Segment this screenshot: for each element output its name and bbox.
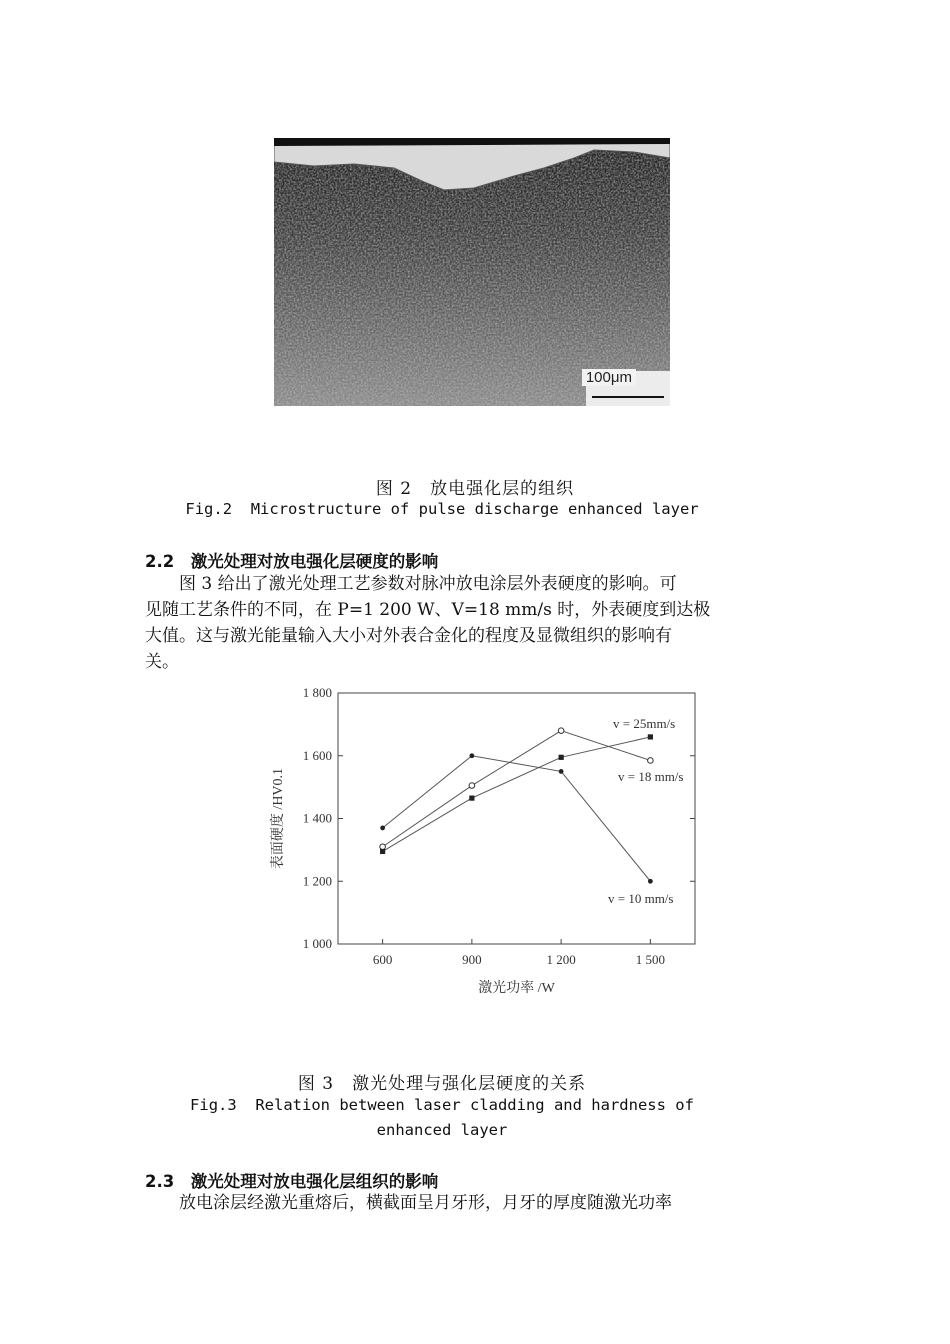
section-heading-2-3: 2.3 激光处理对放电强化层组织的影响 [145,1172,439,1191]
micrograph-image [274,138,670,406]
data-point [558,728,564,734]
scale-label: 100μm [582,369,636,386]
paragraph-line: 关。 [145,652,179,672]
section-2-2-paragraph [145,571,745,675]
paragraph-line: 大值。这与激光能量输入大小对外表合金化的程度及显微组织的影响有 [145,626,672,646]
series-label: v = 10 mm/s [608,891,674,906]
y-axis-label: 表面硬度 /HV0.1 [271,767,286,870]
scale-bar [592,396,664,398]
data-point [469,753,474,758]
y-tick-label: 1 200 [302,873,332,889]
y-tick-label: 1 800 [302,685,332,700]
figure3-caption-en-line1: Fig.3 Relation between laser cladding and hardness of [190,1096,694,1114]
figure2-caption-cn: 图 2 放电强化层的组织 [375,479,575,499]
section-2-3-paragraph: 放电涂层经激光重熔后，横截面呈月牙形，月牙的厚度随激光功率 [179,1193,672,1213]
x-tick-label: 600 [372,952,393,967]
series-line [383,731,651,847]
figure3-caption-en-line2: enhanced layer [376,1121,508,1139]
data-point [469,783,475,789]
data-point [380,826,385,831]
chart-svg [260,684,710,1004]
figure2-caption-en: Fig.2 Microstructure of pulse discharge enhanced layer [185,500,699,518]
figure3-caption-cn: 图 3 激光处理与强化层硬度的关系 [297,1074,587,1094]
x-tick-label: 1 500 [635,952,665,967]
data-point [648,879,653,884]
data-point [648,758,654,764]
y-tick-label: 1 400 [302,810,332,826]
y-tick-label: 1 000 [302,936,332,951]
section-heading-2-2: 2.2 激光处理对放电强化层硬度的影响 [145,552,439,571]
y-tick-label: 1 600 [302,747,332,763]
data-point [559,755,564,760]
x-tick-label: 900 [462,952,482,967]
series-line [383,756,651,882]
hardness-chart [260,684,710,1004]
x-axis-label: 激光功率 /W [478,981,555,996]
data-point [380,844,386,850]
paragraph-line: 图 3 给出了激光处理工艺参数对脉冲放电涂层外表硬度的影响。可 [179,574,677,594]
series-line [383,737,651,852]
data-point [469,796,474,801]
data-point [380,849,385,854]
data-point [559,769,564,774]
micrograph-picture [274,138,670,406]
paragraph-line: 见随工艺条件的不同，在 P=1 200 W、V=18 mm/s 时，外表硬度到达极 [145,600,711,620]
series-label: v = 25mm/s [613,716,676,731]
series-label: v = 18 mm/s [618,769,684,784]
x-tick-label: 1 200 [546,952,576,967]
data-point [648,734,653,739]
